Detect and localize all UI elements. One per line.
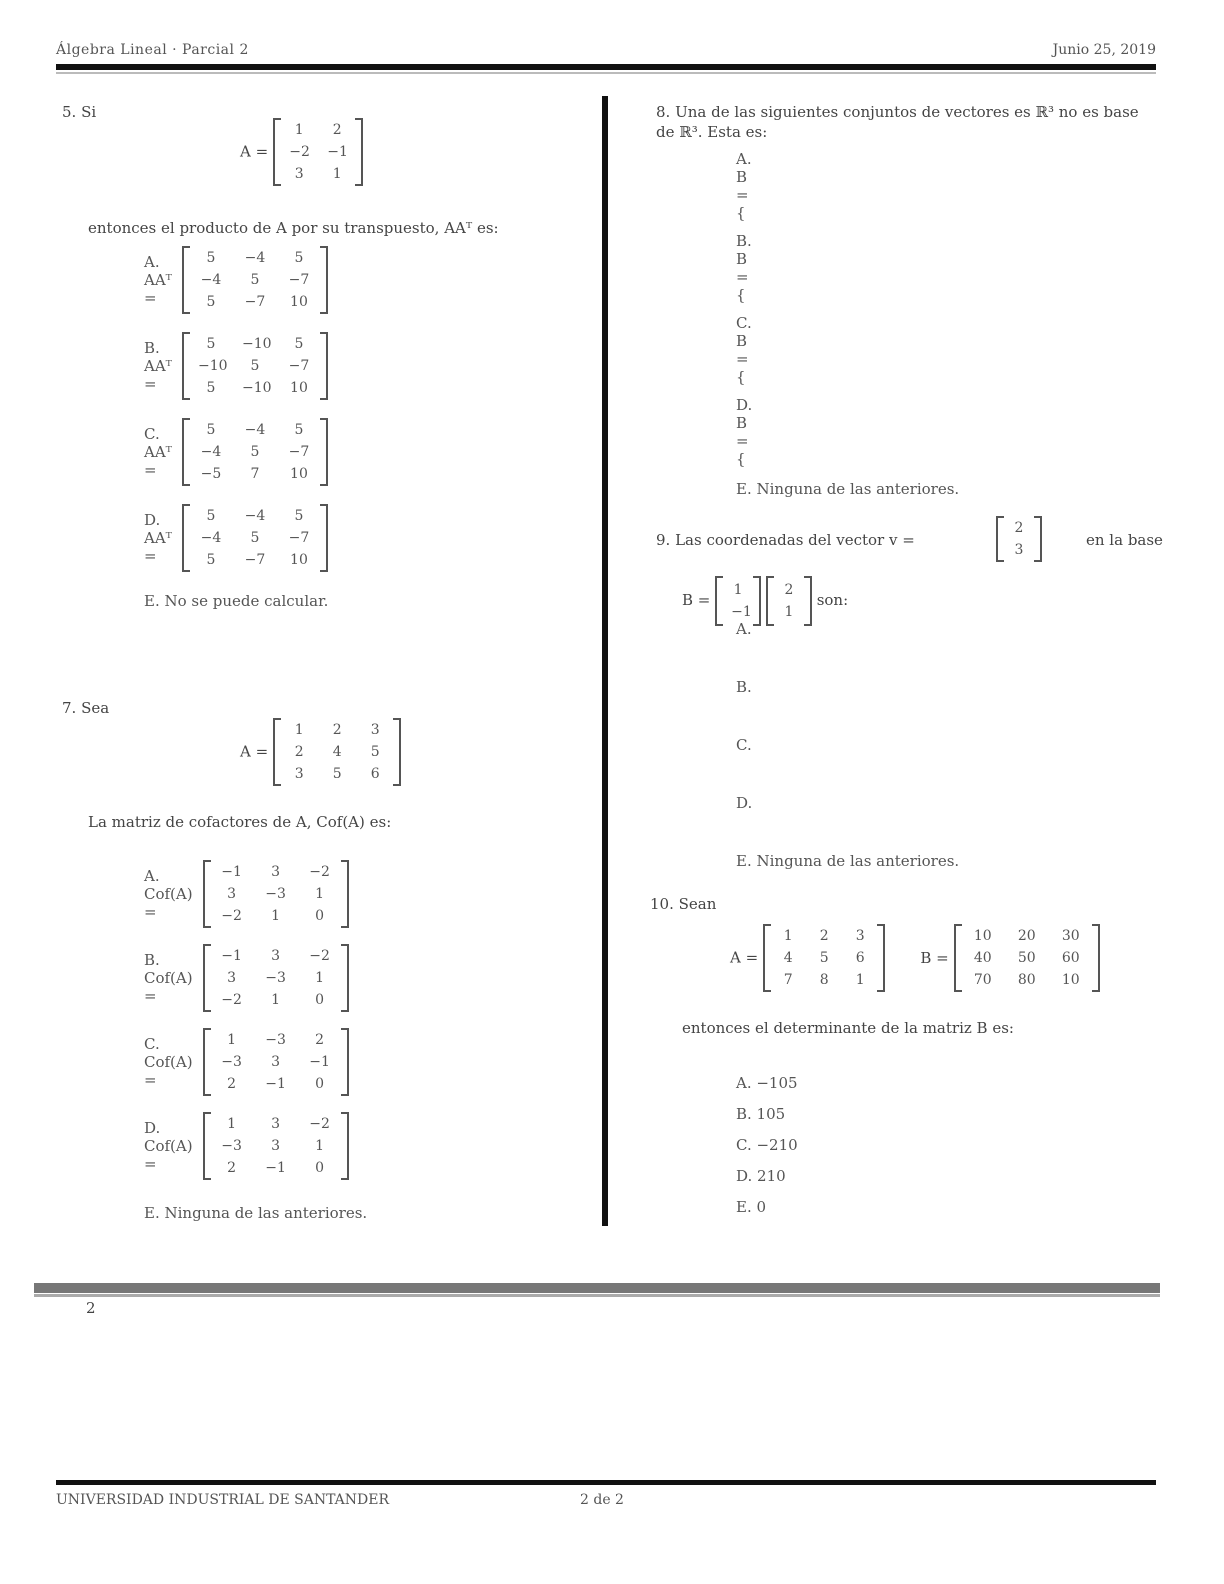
- matrix-cell: 0: [315, 992, 325, 1008]
- option-label: D.: [736, 794, 753, 812]
- matrix-a: [273, 718, 401, 786]
- matrix-cell: −4: [200, 444, 222, 460]
- matrix-cell: 5: [206, 422, 216, 438]
- matrix-cell: −3: [265, 1032, 286, 1048]
- matrix-cell: −1: [221, 864, 242, 880]
- footer-band: [34, 1283, 1160, 1293]
- matrix-cell: 1: [332, 166, 342, 182]
- matrix-cell: −3: [265, 970, 286, 986]
- matrix-cell: −3: [221, 1054, 242, 1070]
- matrix-cell: 10: [290, 466, 308, 482]
- matrix-cell: −1: [265, 1160, 286, 1176]
- option-label: C.: [736, 736, 752, 754]
- question-9-tail: en la base: [1086, 531, 1163, 549]
- matrix-cell: −5: [200, 466, 222, 482]
- question-9-option-e: E. Ninguna de las anteriores.: [736, 852, 960, 870]
- option-label: B.: [736, 678, 752, 696]
- option-label: B. Cof(A) =: [144, 951, 193, 1005]
- matrix-cell: 1: [227, 1032, 237, 1048]
- answer-option: [144, 504, 328, 572]
- matrix-cell: −7: [288, 358, 310, 374]
- question-5-prompt: entonces el producto de A por su transpuesto, AAᵀ es:: [88, 219, 499, 237]
- option-label: A. Cof(A) =: [144, 867, 193, 921]
- option-label: D. AAᵀ =: [144, 511, 172, 565]
- matrix-cell: 1: [271, 992, 281, 1008]
- matrix-cell: 3: [271, 948, 281, 964]
- matrix-cell: 3: [271, 864, 281, 880]
- matrix-cell: 1: [315, 1138, 325, 1154]
- matrix-cell: 7: [250, 466, 260, 482]
- answer-option: A. −105: [736, 1074, 798, 1092]
- matrix-cell: −4: [244, 422, 266, 438]
- answer-option: [736, 396, 752, 468]
- matrix-cell: 5: [206, 250, 216, 266]
- matrix-cell: −2: [309, 864, 330, 880]
- answer-option: [736, 150, 752, 222]
- question-7-title: 7. Sea: [62, 699, 110, 717]
- answer-option: [144, 944, 349, 1012]
- matrix-cell: 6: [370, 766, 380, 782]
- matrix-cell: 5: [294, 250, 304, 266]
- matrix-cell: 5: [206, 336, 216, 352]
- option-label: A. B = {: [736, 150, 752, 222]
- question-9-vector: 2 3: [996, 516, 1042, 562]
- matrix-cell: −1: [327, 144, 348, 160]
- matrix-cell: 5: [206, 380, 216, 396]
- question-9-title: 9. Las coordenadas del vector v =: [656, 531, 915, 549]
- matrix-cell: 1: [271, 908, 281, 924]
- footer-band-thin: [34, 1294, 1160, 1297]
- matrix-cell: 0: [315, 1076, 325, 1092]
- matrix-cell: −1: [309, 1054, 330, 1070]
- answer-option: [144, 332, 328, 400]
- option-label: C. B = {: [736, 314, 752, 386]
- matrix-cell: −4: [244, 250, 266, 266]
- question-7-option-e: E. Ninguna de las anteriores.: [144, 1204, 368, 1222]
- matrix-cell: 3: [271, 1138, 281, 1154]
- column-divider: [602, 96, 608, 1226]
- matrix-a: [273, 118, 363, 186]
- matrix-cell: −1: [221, 948, 242, 964]
- answer-option: E. 0: [736, 1198, 767, 1216]
- option-label: A. AAᵀ =: [144, 253, 172, 307]
- answer-option: D. 210: [736, 1167, 786, 1185]
- page-number: 2: [86, 1299, 96, 1317]
- option-label: A.: [736, 620, 752, 638]
- matrix-cell: −7: [244, 294, 266, 310]
- matrix-cell: 5: [294, 336, 304, 352]
- question-7-matrix: A = 1 2 3 2 4 5 3 5 6: [240, 718, 401, 786]
- answer-option: [736, 794, 752, 812]
- question-9-basis: B = 1 −1 2 1 son:: [682, 576, 848, 626]
- matrix-cell: 5: [370, 744, 380, 760]
- matrix-cell: 5: [332, 766, 342, 782]
- footer-right: 2 de 2: [580, 1492, 624, 1508]
- matrix-cell: 5: [294, 508, 304, 524]
- answer-option: [144, 418, 328, 486]
- question-5-matrix: A = 1 2 −2 −1 3 1: [240, 118, 363, 186]
- matrix-cell: 5: [206, 508, 216, 524]
- header-right: Junio 25, 2019: [1052, 42, 1156, 58]
- matrix-cell: −1: [265, 1076, 286, 1092]
- matrix-cell: 2: [227, 1160, 237, 1176]
- matrix-cell: 1: [294, 122, 304, 138]
- answer-option: [144, 860, 349, 928]
- matrix-cell: −3: [265, 886, 286, 902]
- matrix-cell: −7: [244, 552, 266, 568]
- matrix-cell: 5: [250, 444, 260, 460]
- header-rule: [56, 64, 1156, 70]
- matrix-cell: 10: [290, 552, 308, 568]
- question-8-option-e: E. Ninguna de las anteriores.: [736, 480, 960, 498]
- matrix-cell: 0: [315, 1160, 325, 1176]
- matrix-cell: 1: [315, 970, 325, 986]
- matrix-cell: 5: [250, 358, 260, 374]
- matrix-cell: 0: [315, 908, 325, 924]
- header-rule-thin: [56, 72, 1156, 74]
- answer-option: [736, 314, 752, 386]
- matrix-cell: −7: [288, 272, 310, 288]
- option-label: D. Cof(A) =: [144, 1119, 193, 1173]
- matrix-cell: 1: [227, 1116, 237, 1132]
- question-5-title: 5. Si: [62, 103, 97, 121]
- matrix-cell: 10: [290, 294, 308, 310]
- matrix-cell: 5: [206, 552, 216, 568]
- option-label: C. Cof(A) =: [144, 1035, 193, 1089]
- question-7-prompt: La matriz de cofactores de A, Cof(A) es:: [88, 813, 392, 831]
- option-label: B. AAᵀ =: [144, 339, 172, 393]
- answer-option: [144, 1112, 349, 1180]
- matrix-cell: 3: [227, 886, 237, 902]
- matrix-cell: −7: [288, 530, 310, 546]
- matrix-cell: 2: [315, 1032, 325, 1048]
- answer-option: [736, 232, 752, 304]
- matrix-cell: 5: [250, 530, 260, 546]
- matrix-cell: −10: [241, 336, 272, 352]
- matrix-cell: −2: [309, 1116, 330, 1132]
- matrix-cell: −2: [289, 144, 310, 160]
- question-10-title: 10. Sean: [650, 895, 717, 913]
- matrix-cell: 2: [227, 1076, 237, 1092]
- matrix-cell: 1: [294, 722, 304, 738]
- matrix-cell: −4: [200, 272, 222, 288]
- matrix-cell: 3: [294, 766, 304, 782]
- answer-option: [144, 1028, 349, 1096]
- option-label: D. B = {: [736, 396, 753, 468]
- answer-option: [736, 620, 752, 638]
- matrix-cell: 2: [294, 744, 304, 760]
- matrix-cell: 2: [332, 722, 342, 738]
- question-8-title: 8. Una de las siguientes conjuntos de vectores es ℝ³ no es base de ℝ³. Esta es:: [656, 103, 1139, 141]
- matrix-cell: −10: [241, 380, 272, 396]
- matrix-cell: 10: [290, 380, 308, 396]
- answer-option: C. −210: [736, 1136, 798, 1154]
- answer-option: [736, 678, 752, 696]
- question-5-option-e: E. No se puede calcular.: [144, 592, 329, 610]
- answer-option: [736, 736, 752, 754]
- matrix-cell: 3: [271, 1054, 281, 1070]
- footer-rule: [56, 1480, 1156, 1485]
- matrix-cell: −10: [197, 358, 228, 374]
- matrix-cell: 5: [206, 294, 216, 310]
- matrix-cell: −2: [309, 948, 330, 964]
- matrix-cell: 4: [332, 744, 342, 760]
- question-10-prompt: entonces el determinante de la matriz B es:: [682, 1019, 1014, 1037]
- matrix-cell: 5: [250, 272, 260, 288]
- matrix-cell: −2: [221, 908, 242, 924]
- header-left: Álgebra Lineal · Parcial 2: [56, 42, 249, 58]
- option-label: B. B = {: [736, 232, 752, 304]
- option-label: C. AAᵀ =: [144, 425, 172, 479]
- footer-left: UNIVERSIDAD INDUSTRIAL DE SANTANDER: [56, 1492, 390, 1508]
- matrix-cell: −7: [288, 444, 310, 460]
- matrix-cell: −4: [244, 508, 266, 524]
- matrix-cell: 2: [332, 122, 342, 138]
- matrix-cell: −2: [221, 992, 242, 1008]
- matrix-cell: 3: [271, 1116, 281, 1132]
- matrix-cell: 3: [370, 722, 380, 738]
- matrix-cell: 5: [294, 422, 304, 438]
- answer-option: B. 105: [736, 1105, 786, 1123]
- matrix-cell: 1: [315, 886, 325, 902]
- question-10-matrices: A = 1 2 3 4 5 6 7 8 1 B = 10 20 30 40 50 60 70 80 10: [730, 924, 1100, 992]
- matrix-cell: 3: [227, 970, 237, 986]
- answer-option: [144, 246, 328, 314]
- matrix-cell: 3: [294, 166, 304, 182]
- matrix-cell: −4: [200, 530, 222, 546]
- matrix-cell: −3: [221, 1138, 242, 1154]
